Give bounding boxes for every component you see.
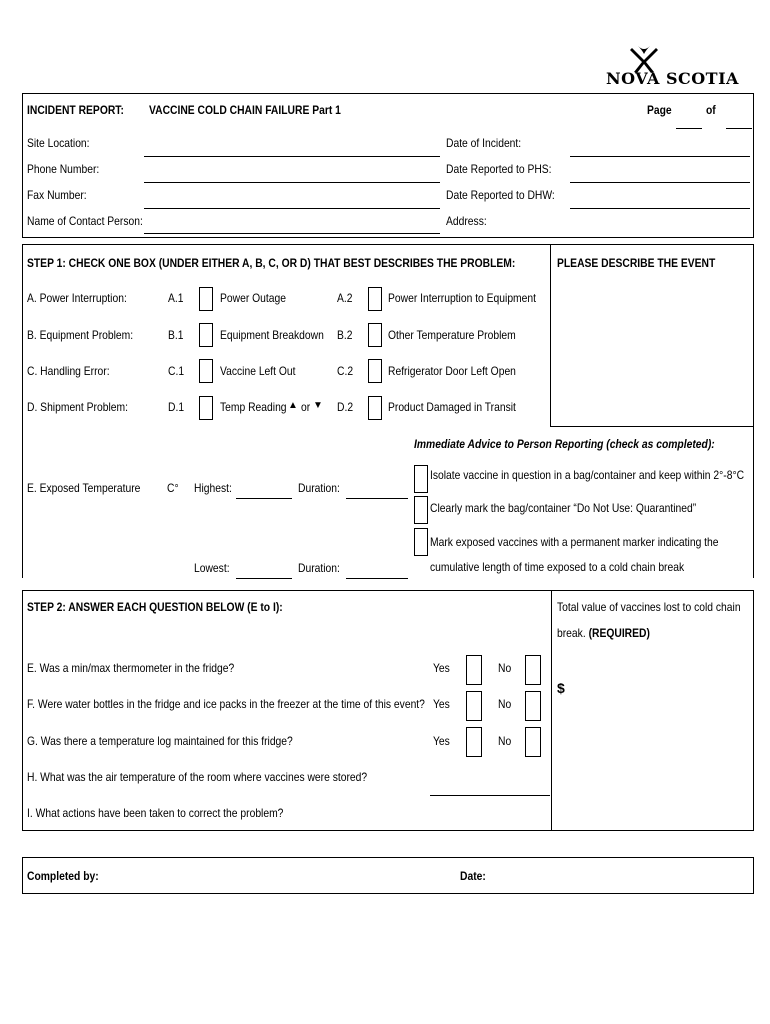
step1-left-border [22,244,23,578]
step1-heading: STEP 1: CHECK ONE BOX (UNDER EITHER A, B, C, OR D) THAT BEST DESCRIBES THE PROBLEM: [27,256,516,270]
logo-text: NOVA SCOTIA [606,69,739,88]
celsius-label: C° [167,481,179,495]
phone-number-field[interactable] [144,182,440,183]
required-label: (REQUIRED) [588,626,650,640]
power-outage-checkbox[interactable] [199,287,213,311]
row-a1-code: A.1 [168,291,184,305]
question-i: I. What actions have been taken to correct the problem? [27,806,284,820]
row-a-label: A. Power Interruption: [27,291,127,305]
arrow-up-icon: ▲ [288,400,298,411]
row-d-label: D. Shipment Problem: [27,400,128,414]
incident-report-label: INCIDENT REPORT: [27,103,124,117]
mark-exposed-checkbox[interactable] [414,528,428,556]
power-outage-label: Power Outage [220,291,286,305]
lowest-field[interactable] [236,578,292,579]
question-g-no-checkbox[interactable] [525,727,541,757]
equipment-breakdown-label: Equipment Breakdown [220,328,324,342]
highest-duration-field[interactable] [346,498,408,499]
highest-field[interactable] [236,498,292,499]
step2-heading: STEP 2: ANSWER EACH QUESTION BELOW (E to I): [27,600,283,614]
question-g: G. Was there a temperature log maintained for this fridge? [27,734,293,748]
advice-quarantined: Clearly mark the bag/container “Do Not Use: Quarantined” [430,501,697,515]
site-location-field[interactable] [144,156,440,157]
step1-divider-bottom [550,426,754,427]
question-f-no-checkbox[interactable] [525,691,541,721]
lowest-duration-label: Duration: [298,561,340,575]
describe-event-heading: PLEASE DESCRIBE THE EVENT [557,256,716,270]
product-damaged-checkbox[interactable] [368,396,382,420]
question-g-no-label: No [498,734,512,748]
advice-cumulative: cumulative length of time exposed to a cold chain break [430,560,685,574]
question-g-yes-checkbox[interactable] [466,727,482,757]
of-label: of [706,103,716,117]
highest-label: Highest: [194,481,232,495]
row-c1-code: C.1 [168,364,185,378]
phone-number-label: Phone Number: [27,162,100,176]
site-location-label: Site Location: [27,136,90,150]
question-e: E. Was a min/max thermometer in the fridge? [27,661,235,675]
dollar-sign: $ [557,680,565,696]
lowest-duration-field[interactable] [346,578,408,579]
completed-by-field[interactable] [110,862,440,890]
row-c2-code: C.2 [337,364,354,378]
date-reported-dhw-label: Date Reported to DHW: [446,188,555,202]
vaccine-left-out-label: Vaccine Left Out [220,364,296,378]
other-temperature-problem-checkbox[interactable] [368,323,382,347]
total-value-line1: Total value of vaccines lost to cold chain [557,600,741,614]
row-d1-code: D.1 [168,400,185,414]
advice-isolate: Isolate vaccine in question in a bag/container and keep within 2°-8°C [430,468,745,482]
nova-scotia-logo [606,44,739,94]
equipment-breakdown-checkbox[interactable] [199,323,213,347]
contact-person-field[interactable] [144,233,440,234]
step1-divider [550,244,551,426]
date-of-incident-label: Date of Incident: [446,136,522,150]
date-field[interactable] [490,862,748,890]
row-d2-code: D.2 [337,400,354,414]
question-e-yes-checkbox[interactable] [466,655,482,685]
date-of-incident-field[interactable] [570,156,750,157]
date-reported-dhw-field[interactable] [570,208,750,209]
step1-right-border [753,244,754,578]
describe-event-field[interactable] [554,278,750,422]
report-title: VACCINE COLD CHAIN FAILURE Part 1 [149,103,341,117]
question-f-no-label: No [498,697,512,711]
question-h: H. What was the air temperature of the room where vaccines were stored? [27,770,368,784]
row-a2-code: A.2 [337,291,353,305]
advice-heading: Immediate Advice to Person Reporting (check as completed): [414,437,715,451]
question-f-yes-label: Yes [433,697,450,711]
fax-number-field[interactable] [144,208,440,209]
mark-quarantined-checkbox[interactable] [414,496,428,524]
advice-mark-exposed: Mark exposed vaccines with a permanent marker indicating the [430,535,719,549]
row-b1-code: B.1 [168,328,184,342]
fax-number-label: Fax Number: [27,188,87,202]
refrigerator-door-open-label: Refrigerator Door Left Open [388,364,516,378]
vaccine-left-out-checkbox[interactable] [199,359,213,383]
other-temperature-problem-label: Other Temperature Problem [388,328,516,342]
row-b2-code: B.2 [337,328,353,342]
highest-duration-label: Duration: [298,481,340,495]
date-label: Date: [460,869,486,883]
question-e-yes-label: Yes [433,661,450,675]
total-value-field[interactable] [570,676,748,700]
address-label: Address: [446,214,487,228]
row-c-label: C. Handling Error: [27,364,110,378]
date-reported-phs-field[interactable] [570,182,750,183]
contact-person-label: Name of Contact Person: [27,214,143,228]
refrigerator-door-open-checkbox[interactable] [368,359,382,383]
question-f: F. Were water bottles in the fridge and ice packs in the freezer at the time of this event? [27,697,425,711]
arrow-down-icon: ▼ [313,400,323,411]
question-g-yes-label: Yes [433,734,450,748]
isolate-vaccine-checkbox[interactable] [414,465,428,493]
temp-reading-checkbox[interactable] [199,396,213,420]
completed-by-label: Completed by: [27,869,99,883]
step2-divider [551,590,552,831]
page-number-field[interactable] [676,128,702,129]
temp-reading-label: Temp Reading [220,400,287,414]
step1-top-border [22,244,754,245]
question-e-no-checkbox[interactable] [525,655,541,685]
temp-or-label: or [301,400,311,414]
power-interruption-equipment-label: Power Interruption to Equipment [388,291,537,305]
total-value-line2: break. [557,626,586,640]
page-label: Page [647,103,672,117]
room-temperature-field[interactable] [430,795,550,796]
page-total-field[interactable] [726,128,752,129]
power-interruption-equipment-checkbox[interactable] [368,287,382,311]
lowest-label: Lowest: [194,561,230,575]
question-f-yes-checkbox[interactable] [466,691,482,721]
product-damaged-label: Product Damaged in Transit [388,400,516,414]
date-reported-phs-label: Date Reported to PHS: [446,162,552,176]
question-e-no-label: No [498,661,512,675]
exposed-temperature-label: E. Exposed Temperature [27,481,141,495]
row-b-label: B. Equipment Problem: [27,328,134,342]
